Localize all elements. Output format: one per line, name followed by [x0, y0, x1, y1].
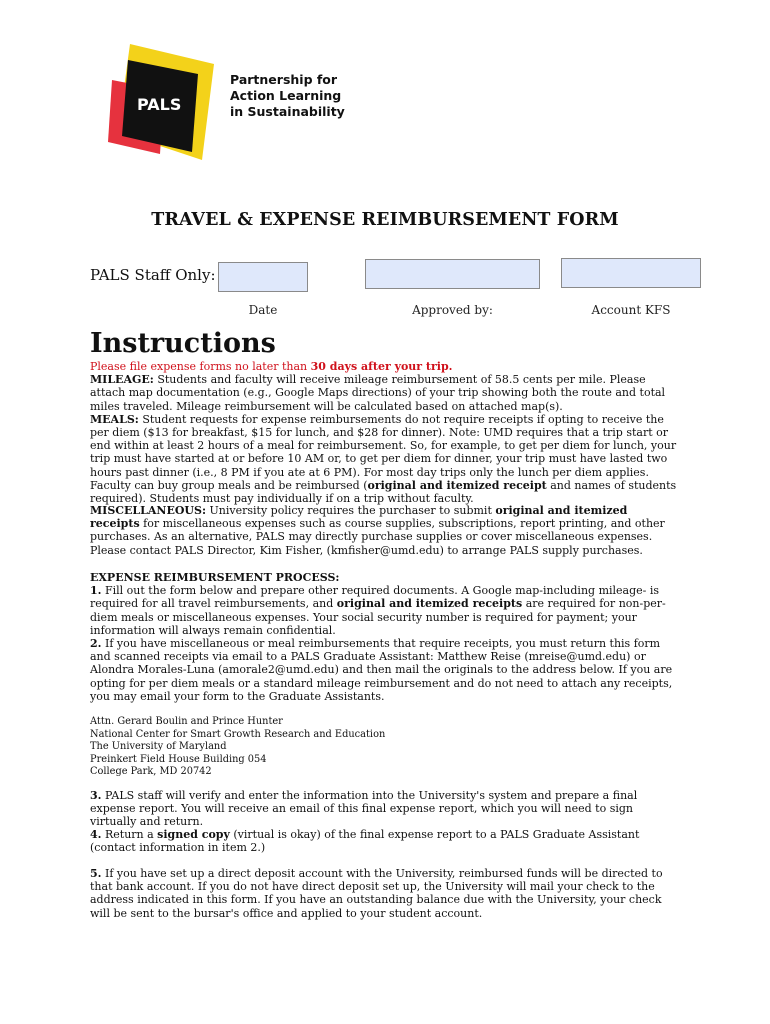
- address-line: The University of Maryland: [90, 741, 227, 752]
- address-line: Preinkert Field House Building 054: [90, 753, 267, 765]
- process-heading: EXPENSE REIMBURSEMENT PROCESS:: [90, 571, 340, 584]
- logo-mark-text: PALS: [137, 95, 182, 114]
- address-line: National Center for Smart Growth Research and Education: [90, 728, 386, 740]
- instructions-heading: Instructions: [90, 328, 276, 359]
- logo-text: Partnership for Action Learning in Sustainability: [230, 72, 345, 119]
- process-step-1: 1. Fill out the form below and prepare other required documents. A Google map-including mileage- is required for all travel reimbursements, and original and itemized receipts are required for non-per-diem meals or miscellaneous expenses. Your social security number is required for payment; your information will always remain confidential.: [90, 584, 666, 637]
- process-step-3: 3. PALS staff will verify and enter the information into the University's system and prepare a final expense report. You will receive an email of this final expense report, which you will need to sign virtually and return.: [90, 789, 638, 829]
- deadline-and-policies: [90, 360, 680, 505]
- staff-only-label: PALS Staff Only:: [90, 266, 216, 284]
- date-field[interactable]: [218, 262, 308, 292]
- account-kfs-label: Account KFS: [591, 303, 671, 317]
- address-line: College Park, MD 20742: [90, 766, 212, 777]
- approved-by-field[interactable]: [365, 259, 540, 289]
- misc-paragraph: MISCELLANEOUS: University policy requires the purchaser to submit original and itemized receipts for miscellaneous expenses such as course supplies, subscriptions, report printing, and other purchases. As an alternative, PALS may directly purchase supplies or cover miscellaneous expenses. Please contact PALS Director, Kim Fisher, (kmfisher@umd.edu) to arrange PALS supply purchases.: [90, 504, 665, 557]
- form-title: TRAVEL & EXPENSE REIMBURSEMENT FORM: [151, 210, 619, 230]
- deadline-note: Please file expense forms no later than 30 days after your trip.: [90, 360, 453, 373]
- approved-by-label: Approved by:: [412, 303, 493, 317]
- mileage-paragraph: MILEAGE: Students and faculty will receive mileage reimbursement of 58.5 cents per mile. Please attach map documentation (e.g., Google Maps directions) of your trip showing both the route and total miles traveled. Mileage reimbursement will be calculated based on attached map(s).: [90, 373, 666, 413]
- mailing-address: [90, 716, 680, 779]
- address-line: Attn. Gerard Boulin and Prince Hunter: [90, 716, 283, 727]
- process-step-4: 4. Return a signed copy (virtual is okay) of the final expense report to a PALS Graduate Assistant (contact information in item 2.): [90, 828, 640, 855]
- date-label: Date: [248, 303, 278, 317]
- process-section: [90, 571, 680, 637]
- process-step-5: 5. If you have set up a direct deposit account with the University, reimbursed funds will be directed to that bank account. If you do not have direct deposit set up, the University will mail your check to the address indicated in this form. If you have an outstanding balance due with the University, your check will be sent to the bursar's office and applied to your student account.: [90, 867, 663, 920]
- process-step-2: 2. If you have miscellaneous or meal reimbursements that require receipts, you must return this form and scanned receipts via email to a PALS Graduate Assistant: Matthew Reise (mreise@umd.edu) or Alondra Morales-Luna (amorale2@umd.edu) and then mail the originals to the address below. If you are opting for per diem meals or a standard mileage reimbursement and do not need to attach any receipts, you may email your form to the Graduate Assistants.: [90, 637, 673, 703]
- meals-paragraph: MEALS: Student requests for expense reimbursements do not require receipts if opting to receive the per diem ($13 for breakfast, $15 for lunch, and $28 for dinner). Note: UMD requires that a trip start or end within at least 2 hours of a meal for reimbursement. So, for example, to get per diem for lunch, your trip must have started at or before 10 AM or, to get per diem for dinner, your trip must have lasted two hours past dinner (i.e., 8 PM if you ate at 6 PM). For most day trips only the lunch per diem applies. Faculty can buy group meals and be reimbursed (original and itemized receipt and names of students required). Students must pay individually if on a trip without faculty.: [90, 412, 677, 506]
- pals-logo: [108, 40, 228, 160]
- account-kfs-field[interactable]: [561, 258, 701, 288]
